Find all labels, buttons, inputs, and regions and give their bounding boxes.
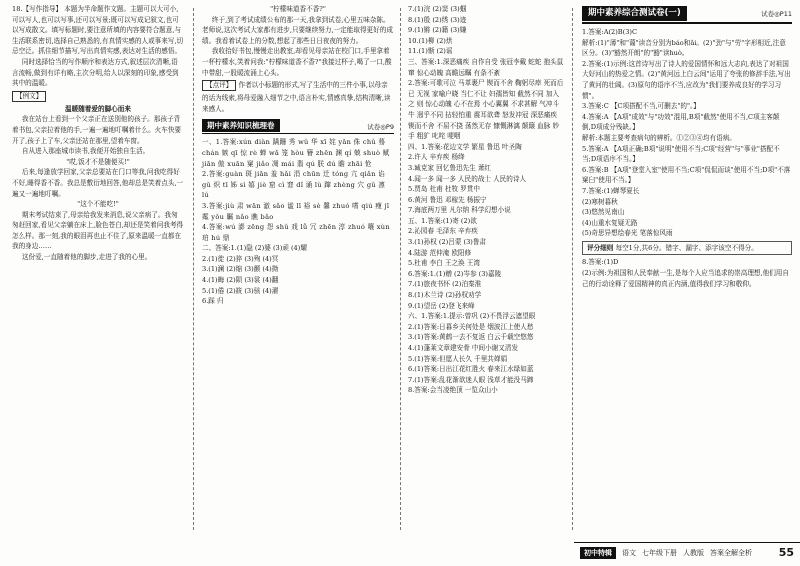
footer-subject: 语文 [622,548,636,557]
column-divider [400,8,401,530]
answer-line: 7.答案:(1)蝉琴夏长 [582,186,640,195]
answer-line: 3.答案:jiù 肃 wān 澈 sǎo 谧 lī 裕 sè 馨 zhuó 嗜 qiú 瘦 jī 粼 yǒu 瞩 nǎo 瞧 bǎo [202,201,390,221]
essay-subheading: "柠檬味道香不香?" [270,5,326,13]
answer-line: 8.答案:会当凌绝顶 一览众山小 [408,386,498,395]
answer-line: 9.(1)望岳 (2)登飞来峰 [408,301,475,310]
answer-line: 5.贾岛 杜甫 杜牧 罗贯中 [408,185,480,194]
answer-line: 7.(1)答案:乱花渐欲迷人眼 浅草才能没马蹄 [408,375,534,384]
answer-line: 8.(1)木兰诗 (2)孙权劝学 [408,291,482,300]
answer-line: 5.(1)倦 (2)筱 (3)骇 (4)濯 [202,286,279,295]
scoring-text: 每空1分,共6分。错字、漏字、添字该空不得分。 [615,243,758,252]
column-2 [196,0,400,536]
page-number: 55 [778,546,794,559]
answer-line: 2.沁园春 毛泽东 辛弃疾 [408,227,478,236]
answer-line: 5.(1)答案:但愿人长久 千里共婵娟 [408,354,508,363]
answer-line: 2.答案:可歌可泣 马革裹尸 锲而不舍 鞠躬尽瘁 死而后已 无视 家喻户晓 当仁不让 妇孺皆知 截然不同 加入之 则 惊心动魄 心不在焉 小心翼翼 不求甚解 气冲斗牛 迥乎不同 拈轻怕重 震耳欲聋 怒发冲冠 深恶痛疾 锲而不舍 不屈不挠 荡然无存 慷慨淋漓 颠簸 血脉 妙手 粗犷 叱咤 哽咽 [408,79,564,141]
answer-line: 5.杜甫 李白 王之涣 王湾 [408,259,480,268]
answer-line: 6.答案:B 【A项"登堂入室"使用不当;C项"侃侃而谈"使用不当;D项"不落窠臼"使用不当。】 [582,165,791,185]
answer-line: (3)悠然见南山 [582,208,625,217]
comment-text: 作者以小标题的形式,写了生活中的三件小事,以母亲的话为线索,将母爱融入细节之中,语言朴实,情感真挚,结构清晰,读来感人。 [202,81,391,113]
comment-tag: 【点评】 [202,80,236,91]
answer-line: 8.(1)殷 (2)绣 (3)迹 [408,15,467,24]
answer-line: 2.答案:guàn 斑 jiān 羞 hǎi 涓 chūn 迁 tóng 亢 qiǎn 谄 gǔ 炽 tī 姊 sì 嬉 jiè 窟 cì 窘 dǐ 诵 lù 蹿 zhèng 穴 gǔ 凛 lú [202,170,386,200]
answer-line: 6.(1)答案:日出江花红胜火 春来江水绿如蓝 [408,365,534,374]
essay-paragraph: 这份爱,一直随着他的脚步,走进了我的心里。 [21,253,152,262]
answer-line: 3.答案:C 【C项搭配不当,可删去"的"。】 [582,102,700,111]
answer-line: 9.(1)锵 (2)籍 (3)嫌 [408,26,467,35]
answer-line: (4)山重水复疑无路 [582,218,638,227]
answer-line: 4.(1)晦 (2)陨 (3)裳 (4)翻 [202,276,279,285]
footer-answer-label: 答案全解全析 [710,548,752,557]
example-tag: 【例文】 [12,91,46,102]
answer-line: 7.(1)旅夜书怀 (2)泊秦淮 [408,280,482,289]
essay-subheading: "哎,饭才不是随便买!" [66,157,130,166]
answer-line: 6.黄河 鲁迅 邓稼先 杨振宁 [408,195,487,204]
section-title: 期中素养知识梳理卷 [202,119,280,132]
essay-subheading: "这个不能吃!" [77,200,119,209]
answer-line: 四、1.答案:花边文学 繁星 鲁迅 叶圣陶 [408,142,522,151]
essay-paragraph: 后来,每逢放学回家,父亲总要站在门口等我,问我吃得好不好,睡得香不香。我总是敷衍地回答,他却总是笑着点头,一遍又一遍地叮嘱。 [12,168,184,198]
answer-line: (2)示例:为祖国和人民奉献一生,是每个人应当追求的崇高理想,他们用自己的行动诠释了爱国精神的真正内涵,值得我们学习和敬仰。 [582,269,789,288]
footer-edition: 人教版 [683,548,704,557]
column-3 [402,0,570,536]
answer-line: 三、答案:1.深恶痛疾 自作自受 张冠李戴 蛇蛇 抱头鼠窜 惊心动魄 高瞻远瞩 有条不紊 [408,57,564,77]
answer-line: 二、答案:1.(1)隐 (2)婆 (3)顽 (4)耀 [202,244,307,253]
section-band [202,118,394,134]
answer-line: 五、1.答案:(1)寄 (2)欲 [408,216,477,225]
scoring-box [582,241,792,256]
answer-line: (2)寒树暮秋 [582,197,618,206]
q18-writing-guide: 18.【写作指导】 本题为半命题作文题。主题可以大可小,可以写人,也可以写事,还可以写景;既可以写成记叙文,也可以写成散文。填写标题时,要注意所填的内容要符合题意,与生活联系密切,选择自己熟悉的,有真情实感的人或事来写,切忌空泛。抓住细节描写,写出真情实感,表达对生活的感悟。 [12,5,184,56]
column-divider [572,8,573,530]
section-page-ref: 试卷◎P9 [367,122,394,131]
test-page-ref: 试卷◎P11 [761,10,792,19]
page-footer [574,542,800,562]
answer-line: 4.闻一多 闻一多 人民的战士 人民的诗人 [408,174,527,183]
answer-line: 六、1.答案:1.提示:曾巩 (2)不畏浮云遮望眼 [408,312,536,321]
footer-brand: 初中特辑 [580,547,616,559]
answer-line: 6.踩 归 [202,297,224,306]
answer-line: 7.(1)浣 (2)窦 (3)蝈 [408,5,467,13]
answer-line: 4.答案:wú 澎 zēng 怨 shǔ 戏 lǚ 冗 zhēn 淳 zhuó 嚷 xùn 珀 hú 鼎 [202,223,390,242]
column-4 [574,0,800,536]
essay-title: 温暖随着爱的脚心而来 [65,104,131,113]
answer-line: 2.(1)答案:日暮乡关何处是 烟波江上使人愁 [408,322,534,331]
footer-grade: 七年级下册 [642,548,677,557]
answer-line: 2.(1)徙 (2)猝 (3)殉 (4)冥 [202,254,279,263]
column-divider [193,8,194,530]
essay-paragraph: 我收拾好书包,慢慢走出教室,却看见母亲站在校门口,手里拿着一杯柠檬水,笑着问我:"柠檬味道香不香?"我接过杯子,喝了一口,酸中带甜,一股暖流涌上心头。 [202,47,392,77]
test-title: 期中素养综合测试卷(一) [582,6,687,21]
answer-line: 3.(1)答案:黄鹤一去不复返 白云千载空悠悠 [408,333,534,342]
answer-line: 5.答案:A 【A项正确;B项"说明"使用不当;C项"经营"与"事业"搭配不当;D项语序不当。】 [582,144,780,164]
column-1 [4,0,192,536]
answer-line: 4.答案:A 【A项"成效"与"功效"混用,B项"截然"使用不当,C项主客颠倒,D项成分残缺。】 [582,112,780,132]
test-title-band [582,4,792,24]
answer-line: 4.陆游 范仲淹 欧阳修 [408,248,472,257]
answer-line: 1.答案:A(2)B(3)C [582,28,638,36]
essay-paragraph: 终于,到了考试成绩公布的那一天,我拿到试卷,心里五味杂陈。老师说,这次考试大家都有进步,只要继续努力,一定能取得更好的成绩。我看着试卷上的分数,想起了那些日日夜夜的努力。 [202,15,393,45]
essay-paragraph: 自从进入那座城市读书,我便开始独自生活。 [21,147,150,156]
answer-line: 2.许人 辛弃疾 杨绛 [408,153,465,162]
explanation: 解析:(1)"薄"和"蔼"读音分别为báo和ǎi。(2)"劲"与"劳"字形相近,注意区分。(3)"豁然开朗"的"豁"读huò。 [582,38,786,58]
answer-line: 3.臧克家 回忆鲁迅先生 萧红 [408,163,492,172]
essay-paragraph: 期末考试结束了,母亲给我发来消息,说父亲病了。我匆匆赶回家,看见父亲躺在床上,脸色苍白,却还是笑着问我考得怎么样。那一刻,我的眼泪再也止不住了,原来温暖一直都在我的身边…… [12,210,184,251]
answer-line: 7.海底两万里 凡尔纳 科学幻想小说 [408,206,511,215]
answer-line: 11.(1)惭 (2)谣 [408,47,453,56]
answer-line: 一、1.答案:xún diàn 蹒跚 秀 wǔ 华 xī 姹 yǎn 侏 chǔ 蓦 chán 嫉 qī 惊 rè 蝉 wǎ 笼 hòu 簪 zhēn 渊 qí 兢 shuò 赋 jiān 傲 xuān 窠 jiǎo 凋 mái 翡 qú 朕 dú 瞻 zhāi 怆 [202,138,390,168]
answer-line: 4.(1)蓬莱文章建安骨 中间小谢又清发 [408,344,519,352]
scoring-heading: 评分细则 [587,243,614,252]
answer-line: 2.答案:(1)示例:这首诗写出了诗人的爱国情怀和远大志向,表达了对祖国大好河山的热爱之情。(2)"黄河远上白云间"运用了夸张的修辞手法,写出了黄河的壮阔。(3)原句的语序不当,应改为"我们要养成良好的学习习惯"。 [582,59,791,100]
answer-line: 8.答案:(1)D [582,258,619,267]
explanation: 解析:本题主要考查病句的辨析。①②③④均有语病。 [582,133,736,142]
answer-line: (5)奇思异想绘春光 笔落惊风雨 [582,229,673,238]
answer-line: 10.(1)柳 (2)烘 [408,36,453,45]
answer-line: 3.(1)孙权 (2)吕蒙 (3)鲁肃 [408,238,487,247]
answer-line: 6.答案:1.(1)赠 (2)岑参 (3)嘉陵 [408,269,502,278]
essay-paragraph: 我在站台上看到一个父亲正在送别他的孩子。那孩子背着书包,父亲拉着他的手,一遍一遍地叮嘱着什么。火车快要开了,孩子上了车,父亲还站在那里,望着车窗。 [12,115,182,145]
answer-line: 3.(1)澜 (2)缩 (3)颤 (4)拗 [202,265,279,274]
paragraph: 同时选择恰当的写作顺序和表达方式,叙述层次清晰,语言流畅,做到有详有略,主次分明,给人以深刻的印象,感受到其中的温暖。 [12,57,179,88]
